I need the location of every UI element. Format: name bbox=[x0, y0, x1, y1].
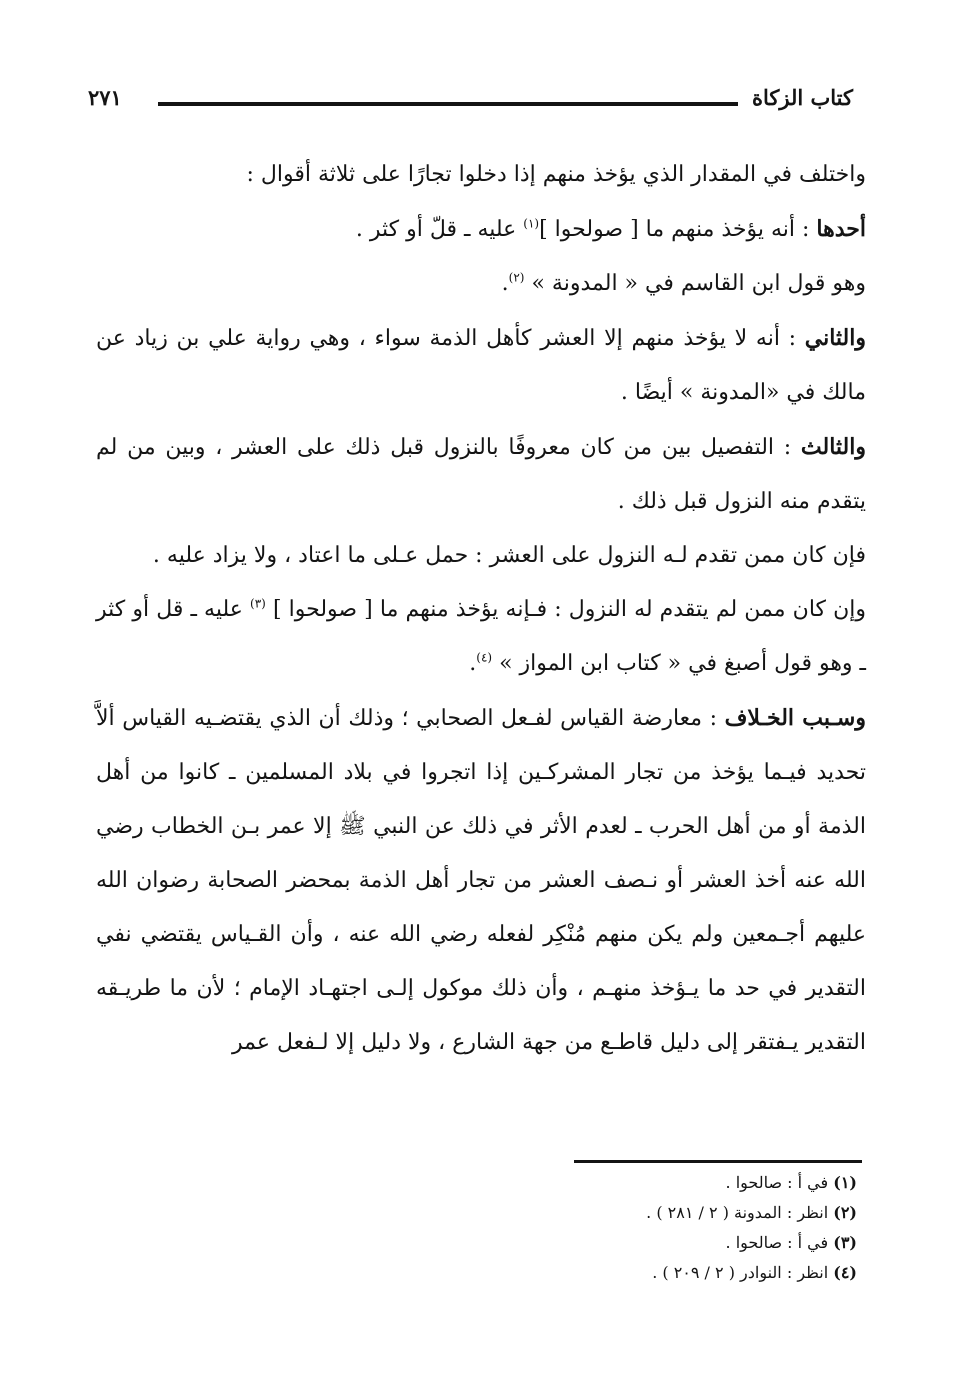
paragraph-2 bbox=[96, 202, 866, 257]
footnote-ref-4: (٤) bbox=[476, 650, 493, 665]
footnotes bbox=[257, 1168, 857, 1288]
footnote-3-text: في أ : صالحوا . bbox=[725, 1233, 834, 1252]
paragraph-1: واختلف في المقدار الذي يؤخذ منهم إذا دخلوا تجارًا على ثلاثة أقوال : bbox=[246, 162, 866, 187]
paragraph-7-text-b: عليه ـ قل أو كثر ـ وهو قول أصبغ في « كتاب ابن المواز » bbox=[96, 597, 866, 676]
paragraph-8-text: : معارضة القياس لفـعل الصحابي ؛ وذلك أن الذي يقتضـيه القياس ألاَّ تحديد فيـما يؤخذ من تجار المشركـين إذا اتجروا في بلاد المسلمين ـ كانوا من أهل الذمة أو من أهل الحرب ـ لعدم الأثر في ذلك عن النبي ﷺ إلا عمر بـن الخطاب رضي الله عنه أخذ العشر أو نـصف العشر من تجار أهل الذمة بمحضر الصحابة رضوان الله عليهم أجـمعين ولم يكن منهم مُنْكِر لفعله رضي الله عنه ، وأن القـياس يقتضي نفي التقدير في حد ما يـؤخذ منهـم ، وأن ذلك موكول إلـى اجتهـاد الإمام ؛ لأن ما طريـقه التقدير يـفتقر إلى دليل قاطـع من جهة الشارع ، ولا دليل إلا لـفعل عمر bbox=[96, 706, 866, 1055]
paragraph-3-text-b: . bbox=[501, 271, 509, 296]
footnote-2 bbox=[257, 1198, 857, 1228]
paragraph-6: فإن كان ممن تقدم لـه النزول على العشر : حمل عـلى ما اعتاد ، ولا يزاد عليه . bbox=[152, 543, 866, 568]
footnote-ref-3: (٣) bbox=[250, 596, 266, 611]
paragraph-7 bbox=[96, 583, 866, 691]
footnote-1 bbox=[257, 1168, 857, 1198]
footnote-3-number: (٣) bbox=[833, 1233, 857, 1252]
paragraph-5-lead: والثالث bbox=[800, 434, 866, 460]
footnote-4-number: (٤) bbox=[833, 1263, 857, 1282]
footnote-3 bbox=[257, 1228, 857, 1258]
paragraph-4-lead: والثاني bbox=[804, 325, 866, 351]
paragraph-4-text: : أنه لا يؤخذ منهم إلا العشر كأهل الذمة سواء ، وهي رواية علي بن زياد عن مالك في «المدونة » أيضًا . bbox=[96, 326, 866, 405]
footnote-2-text: انظر : المدونة ( ٢ / ٢٨١ ) . bbox=[646, 1203, 834, 1222]
paragraph-7-text-a: وإن كان ممن لم يتقدم له النزول : فـإنه يؤخذ منهم ما [ صولحوا ] bbox=[265, 597, 866, 622]
paragraph-5 bbox=[96, 420, 866, 529]
paragraph-5-text: : التفصيل بين من كان معروفًا بالنزول قبل ذلك على العشر ، وبين من لم يتقدم منه النزول قبل ذلك . bbox=[96, 435, 866, 514]
paragraph-2-text-a: : أنه يؤخذ منهم ما [ صولحوا ] bbox=[539, 217, 817, 242]
page-number: ٢٧١ bbox=[88, 85, 122, 110]
paragraph-3 bbox=[96, 257, 866, 311]
header-rule bbox=[158, 102, 738, 106]
paragraph-8-lead: وسـبب الخـلاف bbox=[724, 705, 866, 731]
footnote-rule bbox=[574, 1160, 862, 1163]
footnote-1-number: (١) bbox=[833, 1173, 857, 1192]
paragraph-4 bbox=[96, 311, 866, 420]
paragraph-3-text-a: وهو قول ابن القاسم في « المدونة » bbox=[524, 271, 866, 296]
footnote-ref-1: (١) bbox=[523, 216, 540, 231]
footnote-2-number: (٢) bbox=[833, 1203, 857, 1222]
footnote-4-text: انظر : النوادر ( ٢ / ٢٠٩ ) . bbox=[652, 1263, 834, 1282]
running-header-title: كتاب الزكاة bbox=[751, 85, 853, 110]
paragraph-7-text-c: . bbox=[469, 651, 477, 676]
footnote-ref-2: (٢) bbox=[508, 270, 525, 285]
paragraph-2-text-b: عليه ـ قلّ أو كثر . bbox=[355, 217, 524, 242]
paragraph-8 bbox=[96, 691, 866, 1070]
footnote-1-text: في أ : صالحوا . bbox=[725, 1173, 834, 1192]
paragraph-2-lead: أحدها bbox=[816, 216, 866, 242]
body-text bbox=[96, 148, 866, 1070]
footnote-4 bbox=[257, 1258, 857, 1288]
